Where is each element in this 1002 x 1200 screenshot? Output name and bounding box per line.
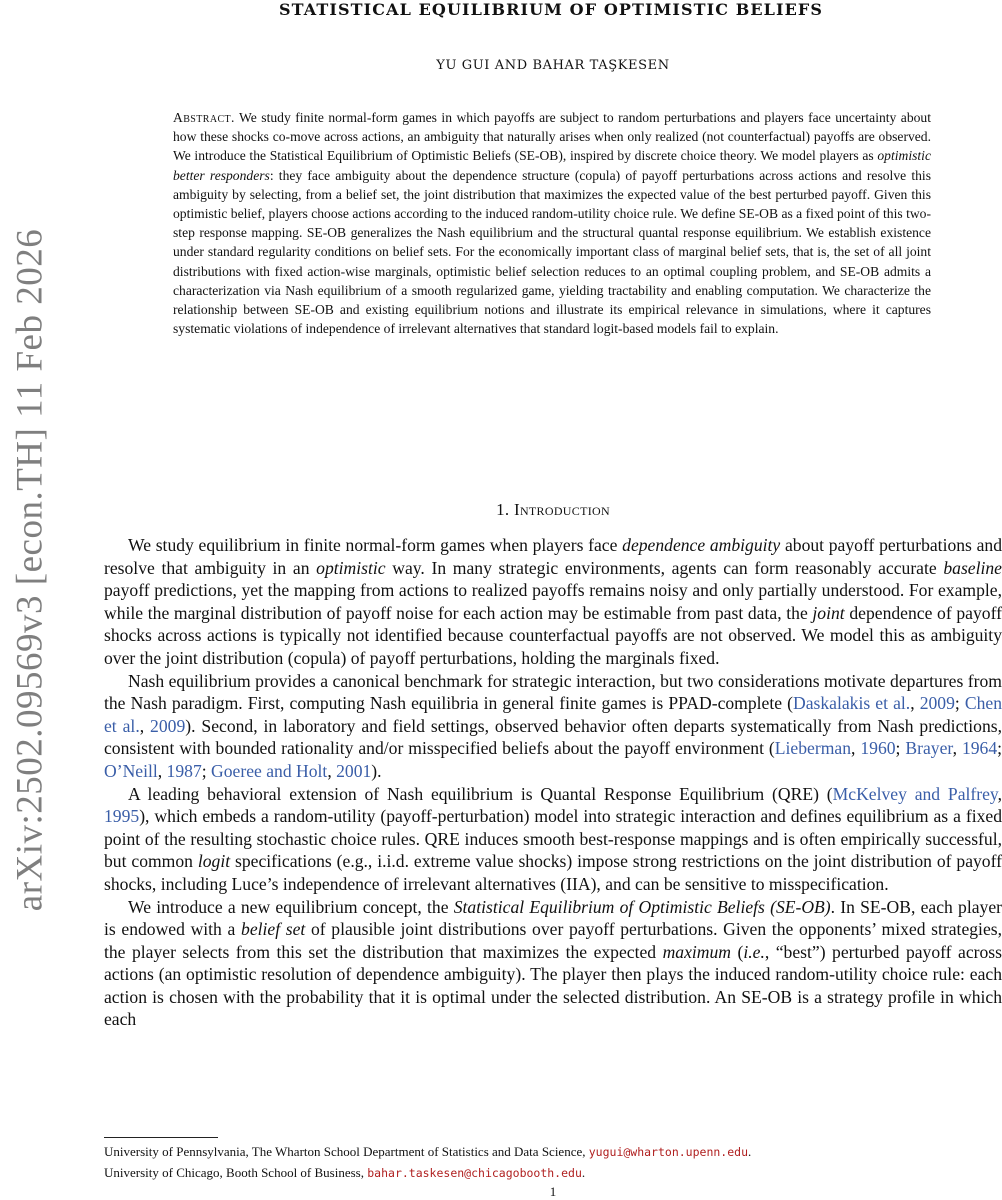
text: about payoff perturbations and resolve that ambiguity in an xyxy=(104,535,1002,578)
citation-year[interactable]: 1987 xyxy=(166,760,202,781)
emphasis: dependence ambiguity xyxy=(622,535,781,555)
text: payoff predictions, yet the mapping from actions to realized payoffs remains noisy and only partially understood. For example, while the marginal distribution of payoff noise for each action may be estimable from past data, the xyxy=(104,580,1002,623)
emphasis: joint xyxy=(812,602,845,623)
email-link[interactable]: yugui@wharton.upenn.edu xyxy=(588,1145,748,1159)
affiliation-text: University of Chicago, Booth School of Business, xyxy=(104,1164,364,1180)
affiliation-text: University of Pennsylvania, The Wharton School Department of Statistics and Data Science, xyxy=(104,1144,586,1159)
text: , “best”) perturbed payoff across actions (an optimistic resolution of dependence ambiguity). The player then plays the induced random-utility choice rule: each action is chosen with the probability that it is optimal under the selected distribution. An SE-OB is a strategy profile in which each xyxy=(104,941,1002,1030)
abstract-heading: Abstract. xyxy=(173,110,235,125)
text: Nash equilibrium provides a canonical benchmark for strategic interaction, but two considerations motivate departures from the Nash paradigm. First, computing Nash equilibria in general finite games is PPAD-complete ( xyxy=(104,670,1002,714)
paragraph-2: Nash equilibrium provides a canonical benchmark for strategic interaction, but two considerations motivate departures from the Nash paradigm. First, computing Nash equilibria in general finite games is PPAD-complete (Daskalakis et al., 2009; Chen et al., 2009). Second, in laboratory and field settings, observed behavior often departs systematically from Nash predictions, consistent with bounded rationality and/or misspecified beliefs about the payoff environment (Lieberman, 1960; Brayer, 1964; O’Neill, 1987; Goeree and Holt, 2001). xyxy=(104,670,1002,781)
footnote-affiliation-1: University of Pennsylvania, The Wharton School Department of Statistics and Data Science, yugui@wharton.upenn.edu. xyxy=(104,1144,752,1159)
paper-title: STATISTICAL EQUILIBRIUM OF OPTIMISTIC BELIEFS xyxy=(278,0,823,19)
citation-year[interactable]: 2009 xyxy=(919,693,955,714)
emphasis: Statistical Equilibrium of Optimistic Beliefs (SE-OB) xyxy=(453,896,831,917)
footnote-affiliation-2: University of Chicago, Booth School of Business, bahar.taskesen@chicagobooth.edu. xyxy=(104,1164,586,1180)
text: . In SE-OB, each player is endowed with a xyxy=(104,896,1002,940)
text: We introduce a new equilibrium concept, the xyxy=(128,896,449,917)
email-link[interactable]: bahar.taskesen@chicagobooth.edu xyxy=(367,1165,582,1180)
arxiv-side-stamp xyxy=(0,0,60,1200)
citation-year[interactable]: 1964 xyxy=(961,738,998,759)
text: A leading behavioral extension of Nash equilibrium is Quantal Response Equilibrium (QRE) ( xyxy=(128,783,833,804)
emphasis: logit xyxy=(197,851,231,872)
abstract xyxy=(173,108,931,338)
text: We study equilibrium in finite normal-form games when players face xyxy=(128,535,618,555)
section-heading xyxy=(104,500,1002,520)
text: way. In many strategic environments, agents can form reasonably accurate xyxy=(392,557,937,578)
citation-link[interactable]: McKelvey and Palfrey xyxy=(832,783,998,804)
text: ( xyxy=(737,941,744,962)
citation-year[interactable]: 1960 xyxy=(860,738,896,759)
abstract-text: We study finite normal-form games in which payoffs are subject to random perturbations and players face uncertainty about how these shocks co-move across actions, an ambiguity that naturally arises when only realized (not counterfactual) payoffs are observed. We introduce the Statistical Equilibrium of Optimistic Beliefs (SE-OB), inspired by discrete choice theory. We model players as xyxy=(173,110,931,164)
citation-link[interactable]: Goeree and Holt xyxy=(211,760,328,781)
citation-link[interactable]: O’Neill xyxy=(104,760,158,781)
citation-link[interactable]: Daskalakis et al. xyxy=(793,693,911,714)
emphasis: baseline xyxy=(943,557,1002,578)
footnote-divider xyxy=(104,1137,218,1138)
citation-year[interactable]: 2009 xyxy=(150,715,186,736)
emphasis: i.e. xyxy=(743,941,765,962)
citation-link[interactable]: Chen et al. xyxy=(104,693,1002,736)
citation-year[interactable]: 2001 xyxy=(336,760,372,781)
footnotes xyxy=(104,1142,1002,1183)
citation-link[interactable]: Lieberman xyxy=(774,738,851,759)
emphasis: maximum xyxy=(662,941,731,962)
abstract-emphasis: optimistic better responders xyxy=(173,148,931,183)
arxiv-identifier: arXiv:2502.09569v3 [econ.TH] 11 Feb 2026 xyxy=(9,228,51,912)
paragraph-1 xyxy=(104,534,1002,670)
body-text xyxy=(104,534,1002,1031)
abstract-text: : they face ambiguity about the dependence structure (copula) of payoff perturbations across actions and resolve this ambiguity by selecting, from a belief set, the joint distribution that maximizes the expected value of the best perturbed payoff. Given this optimistic belief, players choose actions according to the induced random-utility choice rule. We define SE-OB as a fixed point of this two-step response mapping. SE-OB generalizes the Nash equilibrium and the structural quantal response equilibrium. We establish existence under standard regularity conditions on belief sets. For the economically important class of marginal belief sets, that is, the set of all joint distributions with fixed action-wise marginals, optimistic belief selection reduces to an optimal coupling problem, and SE-OB admits a characterization via Nash equilibrium of a smooth regularized game, yielding tractability and enabling computation. We characterize the relationship between SE-OB and existing equilibrium notions and illustrate its empirical relevance in simulations, where it captures systematic violations of independence of irrelevant alternatives that standard logit-based models fail to explain. xyxy=(173,167,931,337)
emphasis: belief set xyxy=(241,919,306,940)
paragraph-3: A leading behavioral extension of Nash equilibrium is Quantal Response Equilibrium (QRE) (McKelvey and Palfrey, 1995), which embeds a random-utility (payoff-perturbation) model into strategic interaction and defines equilibrium as a fixed point of the resulting stochastic choice rules. QRE induces smooth best-response mappings and is often empirically successful, but common logit specifications (e.g., i.i.d. extreme value shocks) impose strong restrictions on the joint distribution of payoff shocks, including Luce’s independence of irrelevant alternatives (IIA), and can be sensitive to misspecification. xyxy=(104,783,1002,894)
text: of plausible joint distributions over payoff perturbations. Given the opponents’ mixed strategies, the player selects from this set the distribution that maximizes the expected xyxy=(104,919,1002,962)
text: specifications (e.g., i.i.d. extreme value shocks) impose strong restrictions on the joint distribution of payoff shocks, including Luce’s independence of irrelevant alternatives (IIA), and can be sensitive to misspecification. xyxy=(104,851,1002,894)
citation-year[interactable]: 1995 xyxy=(104,806,140,827)
page-number: 1 xyxy=(549,1184,557,1199)
citation-link[interactable]: Brayer xyxy=(905,738,953,759)
text: ). Second, in laboratory and field settings, observed behavior often departs systematically from Nash predictions, consistent with bounded rationality and/or misspecified beliefs about the payoff environment ( xyxy=(104,715,1002,759)
section-number: 1. xyxy=(496,500,510,519)
text: dependence of payoff shocks across actions is typically not identified because counterfactual payoffs are not observed. We model this as ambiguity over the joint distribution (copula) of payoff perturbations, holding the marginals fixed. xyxy=(104,602,1002,668)
paragraph-4 xyxy=(104,896,1002,1032)
text: ). xyxy=(371,760,382,781)
text: ), which embeds a random-utility (payoff-perturbation) model into strategic interaction and defines equilibrium as a fixed point of the resulting stochastic choice rules. QRE induces smooth best-response mappings and is often empirically successful, but common xyxy=(104,806,1002,872)
section-title: Introduction xyxy=(514,500,610,519)
paper-authors: YU GUI AND BAHAR TAŞKESEN xyxy=(436,58,670,73)
emphasis: optimistic xyxy=(316,557,386,578)
